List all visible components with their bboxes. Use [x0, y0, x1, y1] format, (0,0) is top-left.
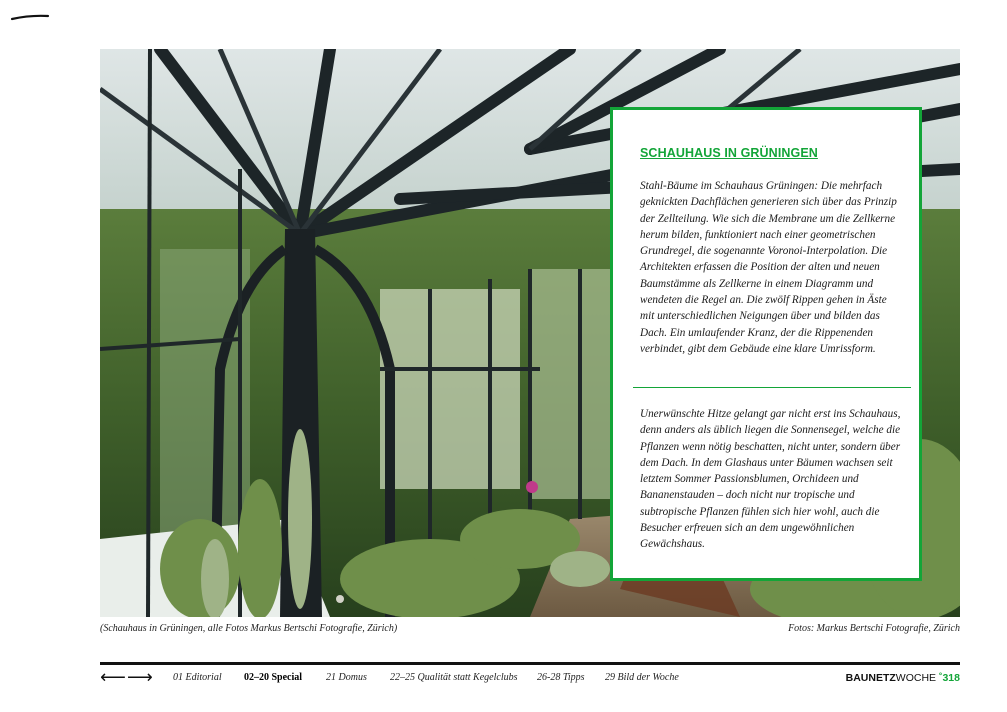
brand-logo: BAUNETZWOCHE ˚318 [845, 672, 960, 684]
issue-number: 318 [942, 672, 960, 684]
nav-link-special[interactable]: 02–20 Special [244, 672, 303, 683]
footer-nav [100, 667, 960, 688]
article-text-box [610, 107, 922, 581]
article-heading: SCHAUHAUS IN GRÜNINGEN [640, 146, 818, 160]
nav-link-qualitaet[interactable]: 22–25 Qualität statt Kegelclubs [390, 672, 518, 683]
nav-link-domus[interactable]: 21 Domus [326, 672, 367, 683]
next-page-arrow-icon[interactable]: ⟶ [127, 667, 153, 688]
nav-link-bild-der-woche[interactable]: 29 Bild der Woche [605, 672, 679, 683]
footer-rule [100, 662, 960, 665]
nav-link-tipps[interactable]: 26-28 Tipps [537, 672, 585, 683]
corner-crop-mark [10, 12, 50, 22]
text-divider [633, 387, 911, 388]
photo-caption: (Schauhaus in Grüningen, alle Fotos Markus Bertschi Fotografie, Zürich) [100, 623, 398, 634]
article-paragraph-2: Unerwünschte Hitze gelangt gar nicht erst ins Schauhaus, denn anders als üblich liegen die Sonnensegel, welche die Pflanzen wenn nötig beschatten, nicht unter, sondern über dem Dach. In dem Glashaus unter Bäumen wachsen seit letztem Sommer Passionsblumen, Orchideen und Bananenstauden – doch nicht nur tropische und subtropische Pflanzen fühlen sich hier wohl, auch die Besucher erfreuen sich an dem ungewöhnlichen Gewächshaus. [640, 408, 901, 551]
previous-page-arrow-icon[interactable]: ⟵ [100, 667, 126, 688]
brand-name-light: WOCHE [895, 672, 937, 684]
brand-name-bold: BAUNETZ [845, 672, 896, 684]
nav-link-editorial[interactable]: 01 Editorial [173, 672, 222, 683]
photo-credit: Fotos: Markus Bertschi Fotografie, Zürich [788, 623, 960, 634]
article-paragraph-1: Stahl-Bäume im Schauhaus Grüningen: Die mehrfach geknickten Dachflächen generieren sich über das Prinzip der Zellteilung. Wie sich die Membrane um die Zellkerne herum bilden, funktioniert nach einer geometrischen Grundregel, die sogenannte Voronoi-Interpolation. Die Architekten erfassen die Position der alten und neuen Baumstämme als Zellkerne in einem Diagramm und wendeten die Regel an. Die zwölf Rippen gehen in Äste mit unterschiedlichen Neigungen über und bilden das Dach. Ein umlaufender Kranz, der die Rippenenden verbindet, gibt dem Gebäude eine klare Umrissform. [640, 180, 897, 355]
